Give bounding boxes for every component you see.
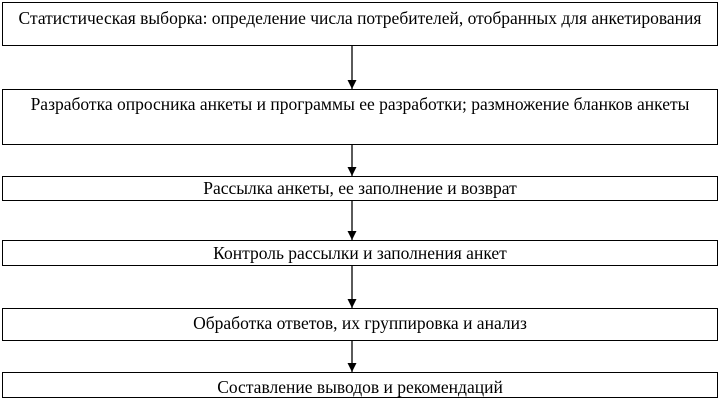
step-6-label: Составление выводов и рекомендаций (217, 377, 503, 397)
step-5-processing (2, 308, 718, 341)
step-2-label: Разработка опросника анкеты и программы ее разработки; размножение бланков анкеты (30, 94, 690, 114)
step-3-label: Рассылка анкеты, ее заполнение и возврат (203, 178, 517, 198)
step-5-label: Обработка ответов, их группировка и анализ (193, 313, 527, 333)
step-4-label: Контроль рассылки и заполнения анкет (213, 243, 507, 263)
step-1-sampling (2, 2, 718, 46)
step-4-control (2, 240, 718, 266)
step-3-distribution (2, 176, 718, 201)
step-6-conclusions (2, 372, 718, 398)
step-1-label: Статистическая выборка: определение числа потребителей, отобранных для анкетирования (18, 8, 702, 28)
step-2-questionnaire-development (2, 89, 718, 145)
